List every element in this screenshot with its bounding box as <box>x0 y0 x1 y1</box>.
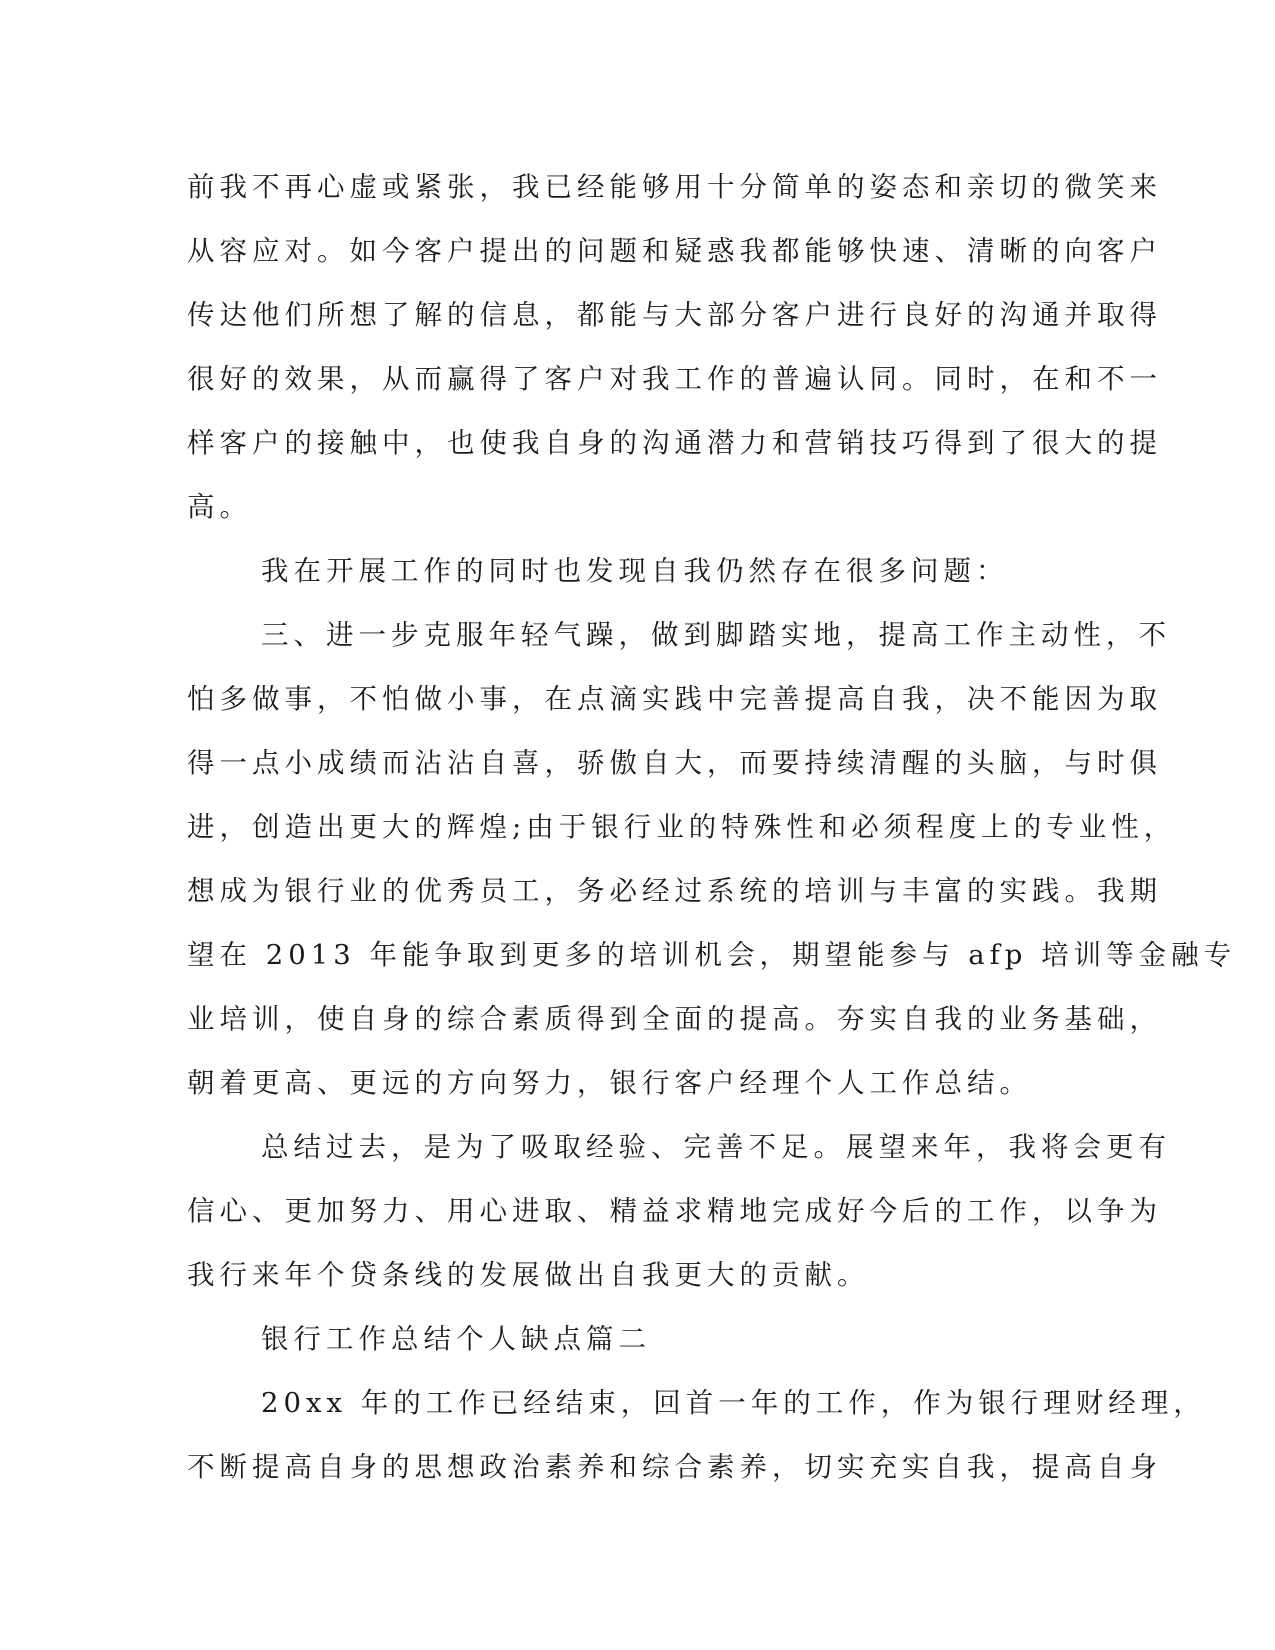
text-line: 进，创造出更大的辉煌;由于银行业的特殊性和必须程度上的专业性， <box>187 811 1177 843</box>
text-line: 从容应对。如今客户提出的问题和疑惑我都能够快速、清晰的向客户 <box>187 235 1162 267</box>
paragraph-line: 20xx 年的工作已经结束，回首一年的工作，作为银行理财经理， <box>261 1387 1206 1419</box>
section-heading: 银行工作总结个人缺点篇二 <box>261 1323 651 1355</box>
text-line: 传达他们所想了解的信息，都能与大部分客户进行良好的沟通并取得 <box>187 299 1162 331</box>
text-line: 前我不再心虚或紧张，我已经能够用十分简单的姿态和亲切的微笑来 <box>187 171 1162 203</box>
text-line: 得一点小成绩而沾沾自喜，骄傲自大，而要持续清醒的头脑，与时俱 <box>187 747 1162 779</box>
text-line: 高。 <box>187 491 252 523</box>
text-line: 怕多做事，不怕做小事，在点滴实践中完善提高自我，决不能因为取 <box>187 683 1162 715</box>
text-line: 想成为银行业的优秀员工，务必经过系统的培训与丰富的实践。我期 <box>187 875 1162 907</box>
paragraph-line: 我在开展工作的同时也发现自我仍然存在很多问题： <box>261 555 1009 587</box>
text-line: 朝着更高、更远的方向努力，银行客户经理个人工作总结。 <box>187 1067 1032 1099</box>
paragraph-line: 总结过去，是为了吸取经验、完善不足。展望来年，我将会更有 <box>261 1131 1171 1163</box>
text-line: 望在 2013 年能争取到更多的培训机会，期望能参与 afp 培训等金融专 <box>187 939 1237 971</box>
text-line: 我行来年个贷条线的发展做出自我更大的贡献。 <box>187 1259 870 1291</box>
text-line: 信心、更加努力、用心进取、精益求精地完成好今后的工作，以争为 <box>187 1195 1162 1227</box>
text-line: 业培训，使自身的综合素质得到全面的提高。夯实自我的业务基础， <box>187 1003 1162 1035</box>
text-line: 很好的效果，从而赢得了客户对我工作的普遍认同。同时，在和不一 <box>187 363 1162 395</box>
document-body <box>187 155 1237 1499</box>
text-line: 不断提高自身的思想政治素养和综合素养，切实充实自我，提高自身 <box>187 1451 1162 1483</box>
text-line: 样客户的接触中，也使我自身的沟通潜力和营销技巧得到了很大的提 <box>187 427 1162 459</box>
paragraph-line: 三、进一步克服年轻气躁，做到脚踏实地，提高工作主动性，不 <box>261 619 1171 651</box>
